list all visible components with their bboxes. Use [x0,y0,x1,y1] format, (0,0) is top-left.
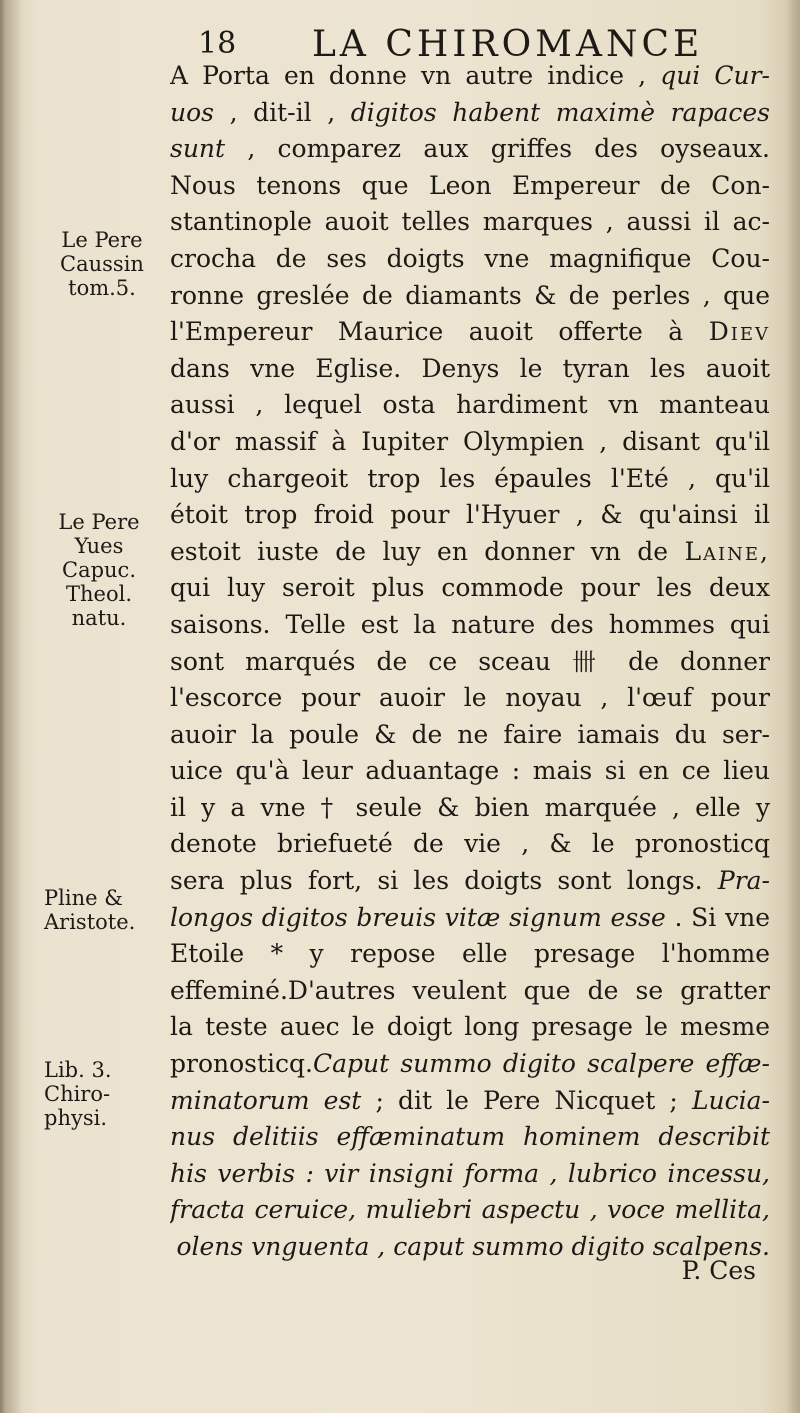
text-run: uos [170,97,214,127]
margin-note-line: tom.5. [68,276,136,300]
text-line [170,644,770,681]
text-run: stantinople auoit telles marques , aussi il ac- [170,207,770,237]
text-run: digitos habent maximè rapaces [350,97,770,127]
margin-note-line: Pline & [44,886,123,910]
margin-note-line: Theol. [66,582,132,606]
text-line [170,570,770,607]
text-run: sera plus fort, si les doigts sont longs. [170,866,718,896]
text-run: l'Empereur Maurice auoit offerte à [170,317,709,347]
text-line [170,753,770,790]
text-line [170,607,770,644]
text-run: de donner [607,646,770,676]
text-line [170,204,770,241]
text-line [170,534,770,571]
text-run: Pra- [717,866,770,896]
text-run: l'escorce pour auoir le noyau , l'œuf pour [170,683,770,713]
text-run: Caput summo digito scalpere effæ- [312,1049,770,1079]
text-run: minatorum est [170,1085,362,1115]
page-gutter-shadow [0,0,22,1413]
text-run: , dit-il , [213,97,351,127]
text-run: sunt [170,134,226,164]
text-line [170,461,770,498]
text-run: ; dit le Pere Nicquet ; [361,1085,692,1115]
text-line [170,314,770,351]
margin-note-line: Le Pere [61,228,143,252]
margin-note [44,510,154,630]
text-run: effeminé.D'autres veulent que de se gratter [170,975,770,1005]
text-line [170,1192,770,1229]
text-line [170,1009,770,1046]
text-run: étoit trop froid pour l'Hyuer , & qu'ainsi il [170,500,770,530]
text-line [170,680,770,717]
text-run: il y a vne † seule & bien marquée , elle y [170,792,770,822]
text-run: d'or massif à Iupiter Olympien , disant qu'il [170,426,770,456]
margin-note [44,886,162,934]
text-run: dans vne Eglise. Denys le tyran les auoit [170,353,770,383]
margin-note-line: Aristote. [44,910,136,934]
text-run: Diev [708,317,770,347]
text-run: ronne greslée de diamants & de perles , que [170,280,770,310]
text-line [170,717,770,754]
text-line [170,1083,770,1120]
text-line [170,278,770,315]
text-run: Lucia- [691,1085,770,1115]
text-run: fracta ceruice, muliebri aspectu , voce mellita, [170,1195,770,1225]
text-run: Nous tenons que Leon Empereur de Con- [170,170,770,200]
margin-note [52,228,152,300]
margin-note-line: physi. [44,1106,107,1130]
page-edge-shadow [786,0,800,1413]
margin-note-line: natu. [71,606,127,630]
text-line [170,1119,770,1156]
text-run: sont marqués de ce sceau [170,646,572,676]
text-run: qui Cur- [660,61,770,90]
text-run: pronosticq. [170,1049,313,1079]
text-run: Etoile * y repose elle presage l'homme [170,939,770,969]
running-title: LA CHIROMANCE [312,24,704,65]
text-line [170,790,770,827]
margin-note-line: Lib. 3. [44,1058,112,1082]
body-text [170,58,770,1266]
text-run: his verbis : vir insigni forma , lubrico incessu, [170,1158,770,1188]
text-run: longos digitos breuis vitæ signum esse [170,902,666,932]
text-run: qui luy seroit plus commode pour les deux [170,573,770,603]
text-run: Laine, [684,536,770,566]
text-line [170,973,770,1010]
margin-note-line: Le Pere [58,510,140,534]
text-line [170,1046,770,1083]
margin-note-line: Caussin [60,252,144,276]
text-line [170,241,770,278]
text-run: estoit iuste de luy en donner vn de [170,536,685,566]
margin-note-line: Chiro- [44,1082,111,1106]
margin-note [44,1058,144,1130]
margin-note-line: Yues [74,534,124,558]
text-line [170,826,770,863]
text-run: la teste auec le doigt long presage le mesme [170,1012,770,1042]
text-run: crocha de ses doigts vne magnifique Cou- [170,243,770,273]
text-line [170,387,770,424]
text-run: aussi , lequel osta hardiment vn manteau [170,390,770,420]
catchword: P. Ces [681,1256,756,1285]
text-run: luy chargeoit trop les épaules l'Eté , qu'il [170,463,770,493]
text-run: A Porta en donne vn autre indice , [170,61,661,90]
text-line [170,900,770,937]
text-run: uice qu'à leur aduantage : mais si en ce lieu [170,756,770,786]
text-line [170,168,770,205]
text-run: . Si vne [665,902,770,932]
text-line [170,863,770,900]
text-line [170,424,770,461]
text-run: auoir la poule & de ne faire iamais du ser- [170,719,770,749]
text-line [170,497,770,534]
text-line [170,58,770,95]
text-line [170,351,770,388]
text-run: denote briefueté de vie , & le pronosticq [170,829,770,859]
text-line [170,131,770,168]
page-number: 18 [198,26,237,61]
text-line [170,936,770,973]
margin-note-line: Capuc. [62,558,136,582]
text-run: nus delitiis effæminatum hominem describit [170,1122,770,1152]
ornament-glyph: 卌 [571,647,608,676]
text-line [170,95,770,132]
text-run: saisons. Telle est la nature des hommes qui [170,609,770,639]
text-line [170,1156,770,1193]
text-run: , comparez aux griffes des oyseaux. [225,134,770,164]
text-run: olens vnguenta , caput summo digito scalpens. [176,1232,770,1261]
